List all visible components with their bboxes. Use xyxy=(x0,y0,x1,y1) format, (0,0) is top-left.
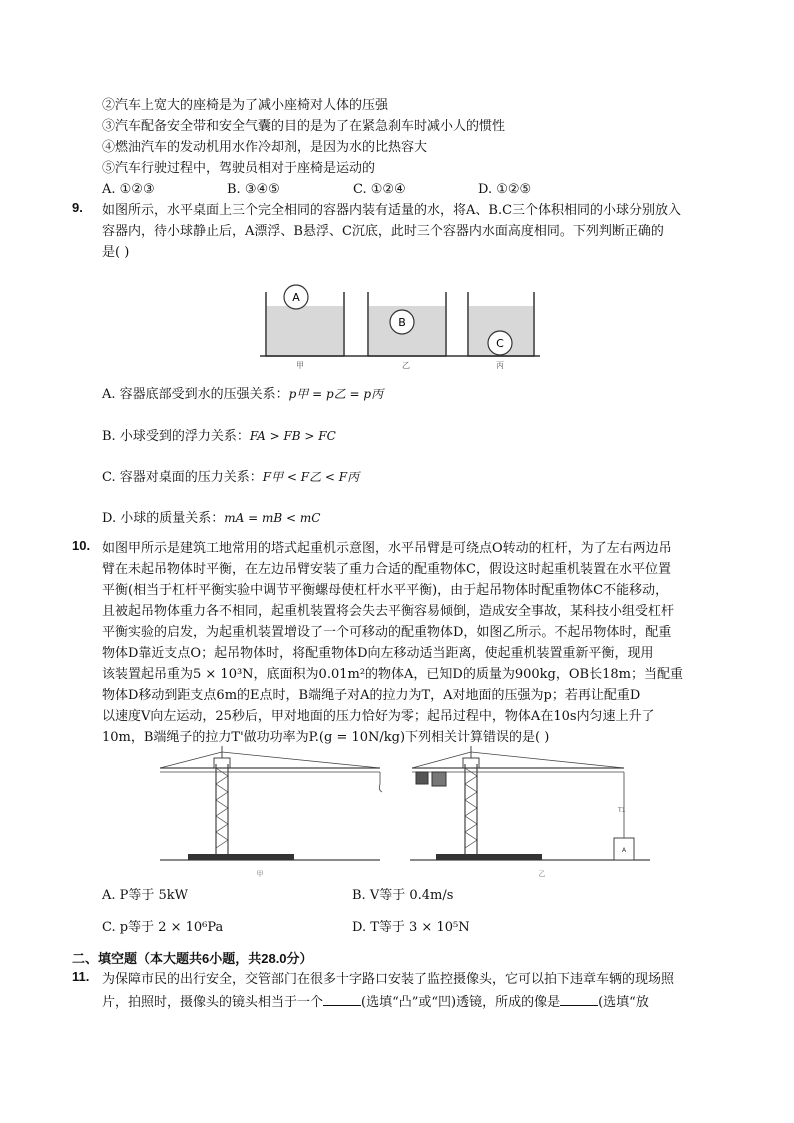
question-9-number: 9. xyxy=(72,200,83,215)
crane-label-yi: 乙 xyxy=(538,870,546,878)
load-label: A xyxy=(621,847,627,854)
question-11-number: 11. xyxy=(72,969,90,984)
base-yi xyxy=(436,854,542,860)
ball-a-label: A xyxy=(292,291,300,304)
label-yi: 乙 xyxy=(402,361,410,370)
prev-option-d: D. ①②⑤ xyxy=(478,182,532,197)
rope-label: T1 xyxy=(618,807,626,814)
prev-option-c: C. ①②④ xyxy=(353,182,406,197)
base-jia xyxy=(188,854,294,860)
question-11-line-1: 为保障市民的出行安全，交管部门在很多十字路口安装了监控摄像头，它可以拍下违章车辆的现场照 xyxy=(102,972,675,987)
q9-option-a-text: A. 容器底部受到水的压强关系： xyxy=(102,387,289,402)
q10-option-c: C. p等于 2 × 10⁶Pa xyxy=(102,920,224,935)
q9-option-b-text: B. 小球受到的浮力关系： xyxy=(102,429,250,444)
q9-option-b xyxy=(102,428,336,445)
question-10-line-2: 臂在未起吊物体时平衡，在左边吊臂安装了重力合适的配重物体C，假设这时起重机装置在水平位置 xyxy=(102,562,671,577)
q10-option-a: A. P等于 5kW xyxy=(102,888,189,903)
blank-2[interactable] xyxy=(560,993,598,1006)
section-2-title: 二、填空题（本大题共6小题，共28.0分） xyxy=(72,951,313,966)
statement-5: ⑤汽车行驶过程中，驾驶员相对于座椅是运动的 xyxy=(102,161,376,176)
q9-option-d-text: D. 小球的质量关系： xyxy=(102,511,225,526)
question-10-line-1: 如图甲所示是建筑工地常用的塔式起重机示意图，水平吊臂是可绕点O转动的杠杆，为了左右两边吊 xyxy=(102,541,672,556)
label-jia: 甲 xyxy=(296,361,304,370)
question-10-line-5: 平衡实验的启发，为起重机装置增设了一个可移动的配重物体D，如图乙所示。不起吊物体时，配重 xyxy=(102,625,672,640)
question-10-line-6: 物体D靠近支点O；起吊物体时，将配重物体D向左移动适当距离，使起重机装置重新平衡，现用 xyxy=(102,646,654,661)
q9-option-c-math: F甲 < F乙 < F丙 xyxy=(262,470,360,484)
q9-option-d xyxy=(102,510,320,527)
q11-text-a: 片，拍照时，摄像头的镜头相当于一个 xyxy=(102,995,324,1010)
question-10-number: 10. xyxy=(72,538,91,553)
counterweight-c xyxy=(416,772,428,784)
containers-figure xyxy=(260,280,540,372)
statement-3: ③汽车配备安全带和安全气囊的目的是为了在紧急刹车时减小人的惯性 xyxy=(102,119,506,134)
q9-option-c-text: C. 容器对桌面的压力关系： xyxy=(102,470,263,485)
q9-option-b-math: FA > FB > FC xyxy=(249,429,336,443)
q9-option-c xyxy=(102,469,359,486)
blank-1[interactable] xyxy=(323,993,361,1006)
prev-option-b: B. ③④⑤ xyxy=(227,182,280,197)
statement-2: ②汽车上宽大的座椅是为了减小座椅对人体的压强 xyxy=(102,98,389,113)
crane-label-jia: 甲 xyxy=(256,870,264,878)
q9-option-d-math: mA = mB < mC xyxy=(224,511,321,525)
question-9-line-1: 如图所示，水平桌面上三个完全相同的容器内装有适量的水，将A、B.C三个体积相同的小球分别放入 xyxy=(102,203,682,218)
question-9-line-3: 是( ) xyxy=(102,245,130,260)
question-10-line-8: 物体D移动到距支点6m的E点时，B端绳子对A的拉力为T，A对地面的压强为p；若再让配重D xyxy=(102,688,641,703)
question-10-line-3: 平衡(相当于杠杆平衡实验中调节平衡螺母使杠杆水平平衡)，由于起吊物体时配重物体C不能移动， xyxy=(102,583,669,598)
prev-option-a: A. ①②③ xyxy=(102,182,155,197)
question-11-line-2 xyxy=(102,993,649,1011)
q10-option-d: D. T等于 3 × 10⁵N xyxy=(352,920,470,935)
label-bing: 丙 xyxy=(496,361,504,370)
crane-figure xyxy=(140,744,660,880)
crane-yi xyxy=(410,746,650,860)
crane-jia xyxy=(160,746,382,860)
question-10-line-9: 以速度V向左运动，25秒后，甲对地面的压力恰好为零；起吊过程中，物体A在10s内匀速上升了 xyxy=(102,709,655,724)
ball-b-label: B xyxy=(398,316,406,329)
counterweight-d xyxy=(432,772,446,786)
q11-text-b: (选填“凸”或“凹)透镜，所成的像是 xyxy=(361,995,561,1010)
water-jia xyxy=(267,306,343,355)
question-10-line-10: 10m，B端绳子的拉力T'做功功率为P.(g = 10N/kg)下列相关计算错误的是( ) xyxy=(102,730,550,745)
q10-option-b: B. V等于 0.4m/s xyxy=(352,888,454,903)
question-9-line-2: 容器内，待小球静止后，A漂浮、B悬浮、C沉底，此时三个容器内水面高度相同。下列判断正确的 xyxy=(102,224,664,239)
question-10-line-4: 且被起吊物体重力各不相同，起重机装置将会失去平衡容易倾倒，造成安全事故，某科技小组受杠杆 xyxy=(102,604,675,619)
q9-option-a xyxy=(102,386,383,403)
q9-option-a-math: p甲 = p乙 = p丙 xyxy=(288,387,384,401)
statement-4: ④燃油汽车的发动机用水作冷却剂，是因为水的比热容大 xyxy=(102,140,428,155)
q11-text-c: (选填“放 xyxy=(598,995,649,1010)
question-10-line-7: 该装置起吊重为5 × 10³N，底面积为0.01m²的物体A，已知D的质量为900kg，OB长18m；当配重 xyxy=(102,667,683,682)
ball-c-label: C xyxy=(496,337,504,350)
